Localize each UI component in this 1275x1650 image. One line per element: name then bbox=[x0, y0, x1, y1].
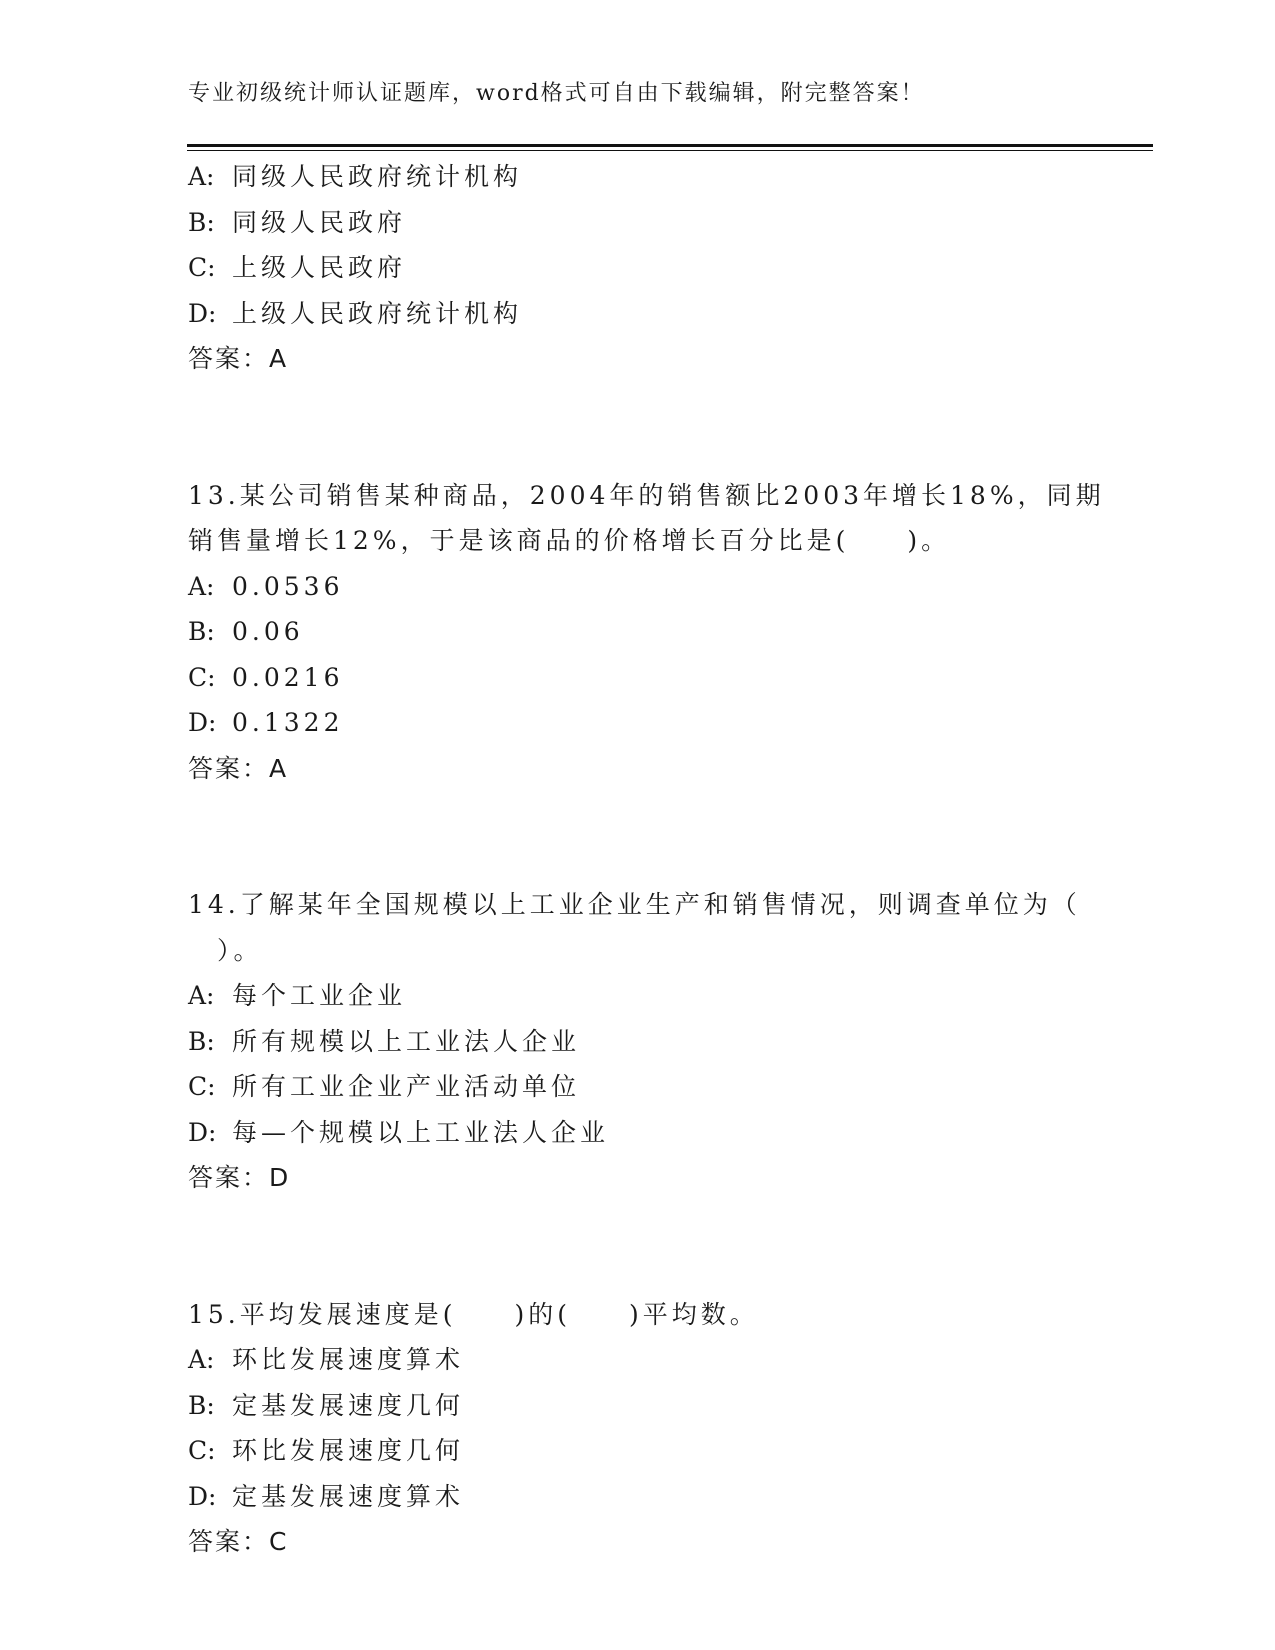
option-label: A: bbox=[188, 571, 215, 601]
header-divider bbox=[187, 144, 1153, 151]
option-label: C: bbox=[188, 1436, 216, 1465]
question-12 bbox=[188, 154, 1088, 382]
option-label: A: bbox=[188, 981, 215, 1010]
question-13 bbox=[188, 473, 1105, 792]
question-15 bbox=[188, 1292, 1088, 1565]
option-label: D: bbox=[188, 708, 217, 737]
option-text: 0.1322 bbox=[232, 708, 344, 737]
option-text: 同级人民政府 bbox=[232, 207, 407, 237]
option-c bbox=[188, 245, 1088, 291]
answer-line: 答案：D bbox=[188, 1163, 291, 1192]
option-text: 同级人民政府统计机构 bbox=[232, 162, 523, 191]
spacer bbox=[188, 1246, 1088, 1292]
option-text: 0.0536 bbox=[232, 571, 344, 601]
option-text: 所有规模以上工业法人企业 bbox=[232, 1026, 581, 1056]
option-label: B: bbox=[188, 1026, 215, 1056]
option-a bbox=[188, 564, 1088, 610]
option-text: 定基发展速度算术 bbox=[232, 1481, 465, 1511]
spacer bbox=[188, 427, 1088, 473]
option-text: 上级人民政府 bbox=[232, 253, 407, 282]
option-label: B: bbox=[188, 617, 215, 646]
answer-line: 答案：A bbox=[188, 753, 289, 783]
option-b bbox=[188, 200, 1088, 246]
option-label: A: bbox=[188, 1345, 215, 1374]
question-stem-line: 销售量增长12%，于是该商品的价格增长百分比是( )。 bbox=[188, 526, 951, 555]
question-list bbox=[188, 154, 1105, 1565]
option-label: A: bbox=[188, 162, 215, 191]
question-14 bbox=[188, 882, 1088, 1201]
spacer bbox=[188, 791, 1088, 837]
option-label: B: bbox=[188, 207, 215, 237]
page-header-text: 专业初级统计师认证题库，word格式可自由下载编辑，附完整答案！ bbox=[188, 81, 925, 106]
spacer bbox=[188, 382, 1088, 428]
option-text: 每个工业企业 bbox=[232, 981, 407, 1010]
option-text: 环比发展速度算术 bbox=[232, 1345, 465, 1374]
option-a bbox=[188, 154, 1088, 200]
option-label: D: bbox=[188, 1481, 217, 1511]
option-c bbox=[188, 655, 1088, 701]
option-text: 每—个规模以上工业法人企业 bbox=[232, 1117, 610, 1147]
option-d bbox=[188, 291, 1088, 337]
answer-line: 答案：C bbox=[188, 1527, 289, 1556]
option-c bbox=[188, 1064, 1088, 1110]
option-label: D: bbox=[188, 1117, 217, 1147]
option-a bbox=[188, 1337, 1088, 1383]
question-stem-line: 14.了解某年全国规模以上工业企业生产和销售情况，则调查单位为（ bbox=[188, 890, 1081, 919]
question-stem-line: 15.平均发展速度是( )的( )平均数。 bbox=[188, 1299, 759, 1329]
spacer bbox=[188, 1201, 1088, 1247]
option-b bbox=[188, 1383, 1088, 1429]
spacer bbox=[188, 837, 1088, 883]
option-c bbox=[188, 1428, 1088, 1474]
option-d bbox=[188, 700, 1088, 746]
option-label: C: bbox=[188, 662, 216, 692]
option-label: C: bbox=[188, 1072, 216, 1101]
option-text: 环比发展速度几何 bbox=[232, 1436, 465, 1465]
option-b bbox=[188, 609, 1088, 655]
option-label: C: bbox=[188, 253, 216, 282]
option-text: 上级人民政府统计机构 bbox=[232, 298, 523, 328]
option-text: 定基发展速度几何 bbox=[232, 1390, 465, 1420]
option-d bbox=[188, 1110, 1088, 1156]
option-a bbox=[188, 973, 1088, 1019]
option-text: 0.0216 bbox=[232, 662, 344, 692]
option-d bbox=[188, 1474, 1088, 1520]
option-text: 所有工业企业产业活动单位 bbox=[232, 1072, 581, 1101]
option-b bbox=[188, 1019, 1088, 1065]
option-label: D: bbox=[188, 298, 217, 328]
option-label: B: bbox=[188, 1390, 215, 1420]
question-stem-line: 13.某公司销售某种商品，2004年的销售额比2003年增长18%，同期 bbox=[188, 480, 1105, 510]
answer-line: 答案：A bbox=[188, 344, 289, 373]
question-stem-line: ）。 bbox=[188, 935, 263, 965]
option-text: 0.06 bbox=[232, 617, 304, 646]
